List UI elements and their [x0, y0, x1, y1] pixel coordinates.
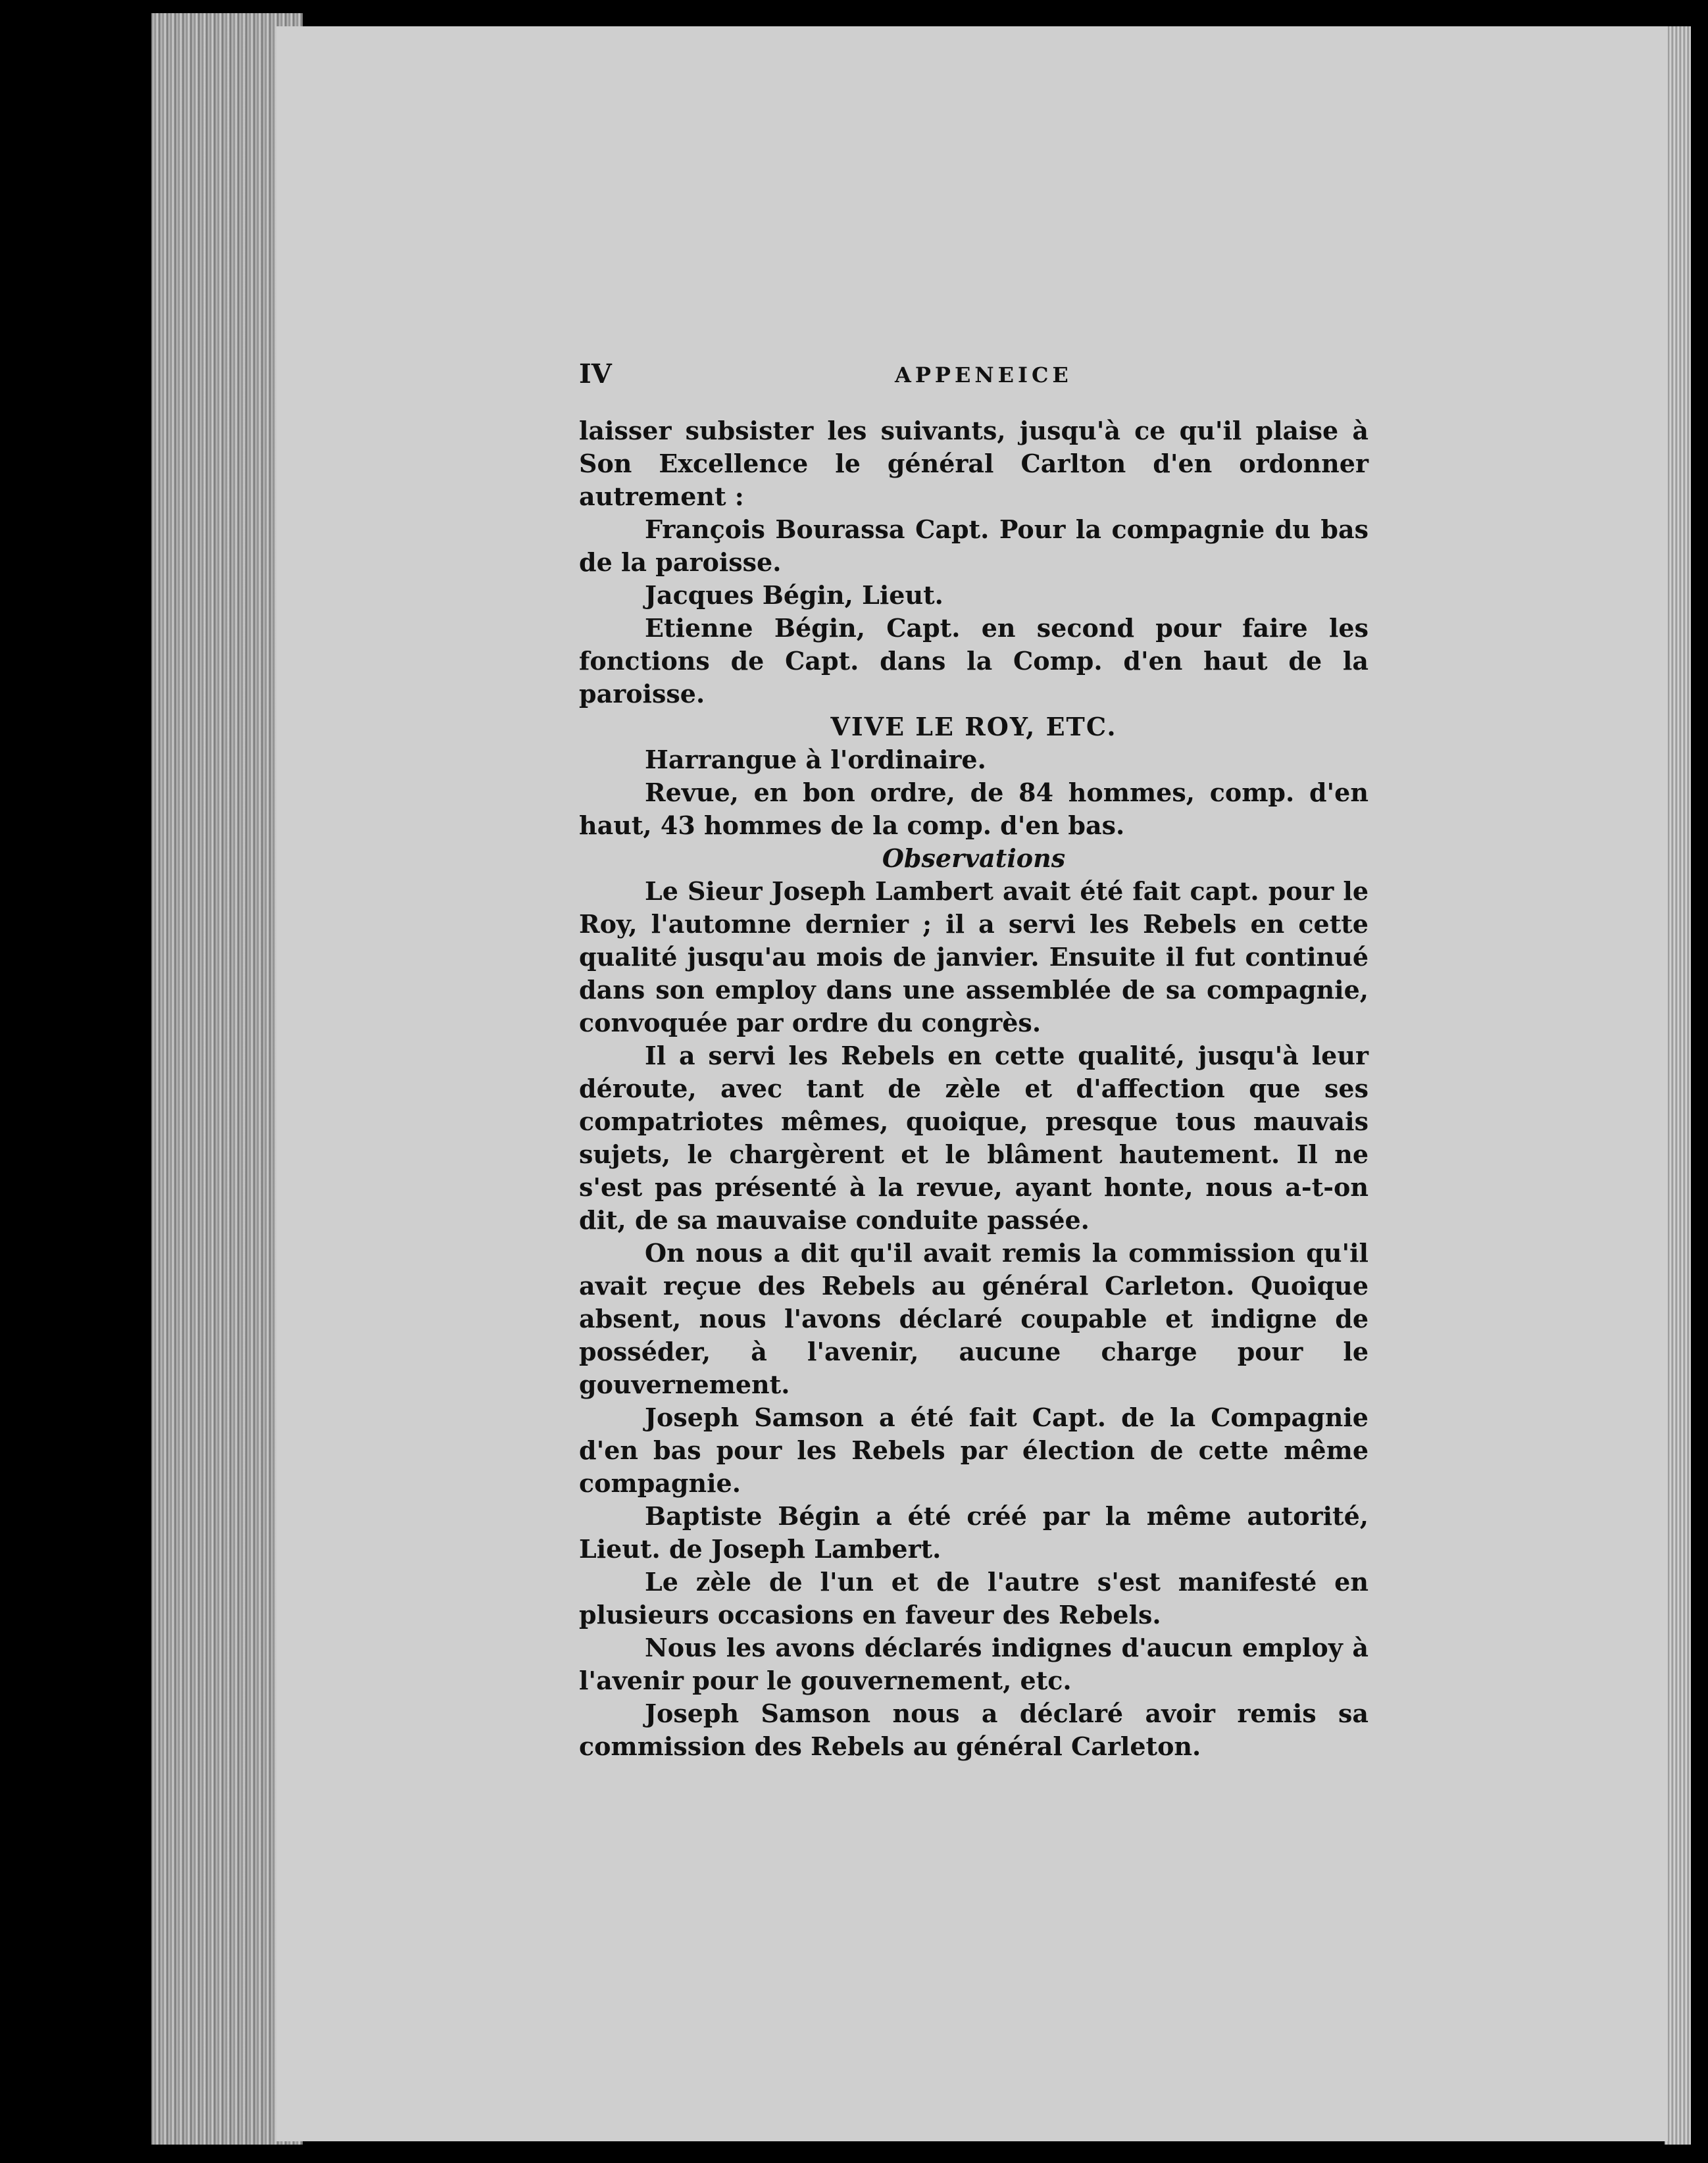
paragraph: François Bourassa Capt. Pour la compagnie du bas de la paroisse. — [579, 514, 1369, 577]
paragraph: Le Sieur Joseph Lambert avait été fait capt. pour le Roy, l'automne dernier ; il a servi les Rebels en cette qualité jusqu'au mois de janvier. Ensuite il fut continué dans son employ dans une assemblée de sa compagnie, convoquée par ordre du congrès. — [579, 876, 1369, 1037]
page-header — [579, 359, 1369, 398]
vive-le-roy-line: VIVE LE ROY, ETC. — [830, 712, 1117, 741]
paragraph: Harrangue à l'ordinaire. — [645, 745, 986, 774]
paragraph: Jacques Bégin, Lieut. — [645, 580, 943, 610]
page-body — [579, 414, 1369, 1763]
paragraph: Joseph Samson a été fait Capt. de la Compagnie d'en bas pour les Rebels par élection de cette même compagnie. — [579, 1403, 1369, 1498]
paragraph: laisser subsister les suivants, jusqu'à ce qu'il plaise à Son Excellence le général Carlton d'en ordonner autrement : — [579, 416, 1369, 511]
paragraph: Etienne Bégin, Capt. en second pour faire les fonctions de Capt. dans la Comp. d'en haut de la paroisse. — [579, 613, 1369, 709]
paragraph: Il a servi les Rebels en cette qualité, jusqu'à leur déroute, avec tant de zèle et d'affection que ses compatriotes mêmes, quoique, presque tous mauvais sujets, le chargèrent et le blâment hautement. Il ne s'est pas présenté à la revue, ayant honte, nous a-t-on dit, de sa mauvaise conduite passée. — [579, 1041, 1369, 1235]
book-right-edge — [1665, 26, 1691, 2145]
paragraph: Joseph Samson nous a déclaré avoir remis sa commission des Rebels au général Carleton. — [579, 1699, 1369, 1761]
observations-heading: Observations — [882, 843, 1066, 873]
page-number: IV — [579, 359, 612, 389]
paragraph: Nous les avons déclarés indignes d'aucun employ à l'avenir pour le gouvernement, etc. — [579, 1633, 1369, 1695]
running-title: APPENEICE — [895, 362, 1072, 387]
paragraph: Revue, en bon ordre, de 84 hommes, comp. d'en haut, 43 hommes de la comp. d'en bas. — [579, 778, 1369, 840]
paragraph: Baptiste Bégin a été créé par la même autorité, Lieut. de Joseph Lambert. — [579, 1501, 1369, 1564]
paragraph: On nous a dit qu'il avait remis la commission qu'il avait reçue des Rebels au général Carleton. Quoique absent, nous l'avons déclaré coupable et indigne de posséder, à l'avenir, aucune charge pour le gouvernement. — [579, 1238, 1369, 1399]
paragraph: Le zèle de l'un et de l'autre s'est manifesté en plusieurs occasions en faveur des Rebels. — [579, 1567, 1369, 1629]
